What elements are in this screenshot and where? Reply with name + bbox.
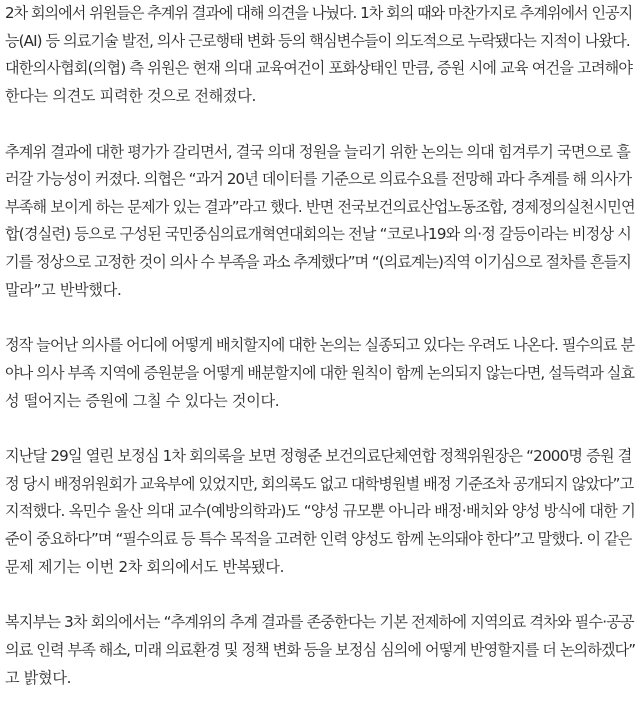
paragraph-line: 부족해 보이게 하는 문제가 있는 결과”라고 했다. 반면 전국보건의료산업노동조합, 경제정의실천시민연	[5, 197, 635, 216]
paragraph-line: 2차 회의에서 위원들은 추계위 결과에 대해 의견을 나눴다. 1차 회의 때와 마찬가지로 추계위에서 인공지	[5, 4, 633, 22]
paragraph-line: 추계위 결과에 대한 평가가 갈리면서, 결국 의대 정원을 늘리기 위한 논의는 의대 힘겨루기 국면으로 흘	[5, 142, 630, 161]
paragraph-5	[5, 609, 635, 692]
paragraph-line: 기를 정상으로 고정한 것이 의사 수 부족을 과소 추계했다”며 “(의료계는)직역 이기심으로 절차를 흔들지	[5, 252, 631, 271]
paragraph-line: 지적했다. 옥민수 울산 의대 교수(예방의학과)도 “양성 규모뿐 아니라 배정·배치와 양성 방식에 대한 기	[5, 502, 636, 521]
paragraph-spacer	[5, 581, 635, 609]
paragraph-line: 능(AI) 등 의료기술 발전, 의사 근로행태 변화 등의 핵심변수들이 의도적으로 누락됐다는 지적이 나왔다.	[5, 31, 630, 50]
paragraph-line: 준이 중요하다”며 “필수의료 등 특수 목적을 고려한 인력 양성도 함께 논의돼야 한다”고 말했다. 이 같은	[5, 530, 632, 549]
paragraph-line: 문제 제기는 이번 2차 회의에서도 반복됐다.	[5, 557, 285, 576]
paragraph-line: 러갈 가능성이 커졌다. 의협은 “과거 20년 데이터를 기준으로 의료수요를 전망해 과다 추계를 해 의사가	[5, 170, 632, 189]
paragraph-spacer	[5, 110, 635, 138]
paragraph-line: 야나 의사 부족 지역에 증원분을 어떻게 배분할지에 대한 원칙이 함께 논의되지 않는다면, 설득력과 실효	[5, 363, 635, 382]
paragraph-3	[5, 332, 635, 415]
paragraph-line: 의료 인력 부족 해소, 미래 의료환경 및 정책 변화 등을 보정심 심의에 어떻게 반영할지를 더 논의하겠다”	[5, 641, 636, 660]
paragraph-line: 합(경실련) 등으로 구성된 국민중심의료개혁연대회의는 전날 “코로나19와 의·정 갈등이라는 비정상 시	[5, 225, 632, 244]
paragraph-line: 지난달 29일 열린 보정심 1차 회의록을 보면 정형준 보건의료단체연합 정책위원장은 “2000명 증원 결	[5, 447, 632, 466]
paragraph-line: 대한의사협회(의협) 측 위원은 현재 의대 교육여건이 포화상태인 만큼, 증원 시에 교육 여건을 고려해야	[5, 59, 633, 78]
paragraph-line: 정 당시 배정위원회가 교육부에 있었지만, 회의록도 없고 대학병원별 배정 기준조차 공개되지 않았다”고	[5, 474, 634, 493]
paragraph-1	[5, 0, 635, 110]
paragraph-line: 정작 늘어난 의사를 어디에 어떻게 배치할지에 대한 논의는 실종되고 있다는 우려도 나온다. 필수의료 분	[5, 336, 635, 355]
paragraph-line: 성 떨어지는 증원에 그칠 수 있다는 것이다.	[5, 391, 280, 410]
paragraph-spacer	[5, 415, 635, 443]
paragraph-4	[5, 443, 635, 581]
paragraph-spacer	[5, 304, 635, 332]
paragraph-line: 한다는 의견도 피력한 것으로 전해졌다.	[5, 86, 256, 105]
paragraph-line: 복지부는 3차 회의에서는 “추계위의 추계 결과를 존중한다는 기본 전제하에 지역의료 격차와 필수·공공	[5, 613, 634, 632]
article-body	[5, 0, 635, 692]
paragraph-line: 고 밝혔다.	[5, 668, 72, 687]
paragraph-2	[5, 139, 635, 305]
paragraph-line: 말라”고 반박했다.	[5, 280, 122, 299]
